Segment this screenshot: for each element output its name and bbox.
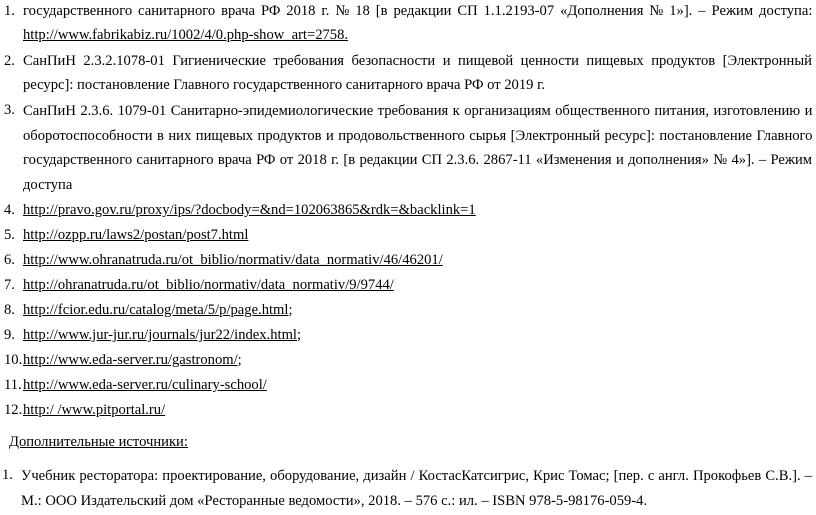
- reference-line: ресурс]: постановление Главного государственного санитарного врача РФ от 2019 г.: [23, 77, 546, 93]
- reference-number: 2.: [4, 53, 15, 69]
- reference-suffix: ;: [237, 352, 242, 368]
- reference-text: [23, 50, 812, 96]
- reference-link[interactable]: http:/ /www.pitportal.ru/: [23, 402, 166, 418]
- reference-link[interactable]: http://www.jur-jur.ru/journals/jur22/index.html: [23, 327, 297, 343]
- reference-suffix: ;: [297, 327, 302, 343]
- reference-link[interactable]: http://ohranatruda.ru/ot_biblio/normativ/data_normativ/9/9744/: [23, 277, 394, 293]
- reference-suffix: ;: [288, 302, 293, 318]
- reference-link[interactable]: http://fcior.edu.ru/catalog/meta/5/p/page.html: [23, 302, 289, 318]
- reference-line: СанПиН 2.3.6. 1079-01 Санитарно-эпидемиологические требования к организациям общественного питания, изготовлению и: [23, 103, 813, 119]
- additional-line: Учебник ресторатора: проектирование, оборудование, дизайн / КостасКатсигрис, Крис Томас; [пер. с англ. Прокофьев С.В.]. –: [21, 468, 812, 484]
- reference-link[interactable]: http://www.eda-server.ru/gastronom/: [23, 352, 238, 368]
- additional-number: 1.: [2, 467, 13, 483]
- reference-number: 7.: [4, 277, 15, 293]
- reference-number: 10.: [4, 352, 23, 368]
- reference-number: 8.: [4, 302, 15, 318]
- reference-line: доступа: [23, 176, 73, 193]
- reference-line: оборотоспособности в них пищевых продуктов и продовольственного сырья [Электронный ресурс]: постановление Главного: [23, 127, 813, 144]
- reference-text: [23, 99, 812, 197]
- reference-line: государственного санитарного врача РФ 2018 г. № 18 [в редакции СП 1.1.2193-07 «Дополнения № 1»]. – Режим доступа:: [23, 3, 813, 19]
- additional-text: [21, 464, 812, 513]
- reference-number: 12.: [4, 402, 23, 418]
- reference-line: СанПиН 2.3.2.1078-01 Гигиенические требования безопасности и пищевой ценности пищевых продуктов [Электронный: [23, 53, 812, 69]
- reference-number: 4.: [4, 202, 15, 218]
- reference-number: 5.: [4, 227, 15, 243]
- reference-link[interactable]: http://www.ohranatruda.ru/ot_biblio/normativ/data_normativ/46/46201/: [23, 252, 443, 268]
- reference-link[interactable]: http://www.fabrikabiz.ru/1002/4/0.php-show_art=2758.: [23, 27, 349, 43]
- reference-number: 9.: [4, 327, 15, 343]
- additional-line: М.: ООО Издательский дом «Ресторанные ведомости», 2018. – 576 с.: ил. – ISBN 978-5-98176-059-4.: [21, 492, 648, 509]
- reference-number: 6.: [4, 252, 15, 268]
- reference-number: 3.: [4, 102, 15, 118]
- reference-link[interactable]: http://ozpp.ru/laws2/postan/post7.html: [23, 227, 249, 243]
- reference-line: государственного санитарного врача РФ от 2018 г. [в редакции СП 2.3.6. 2867-11 «Изменения и дополнения» № 4»]. – Режим: [23, 152, 813, 168]
- reference-number: 11.: [4, 377, 22, 393]
- reference-link[interactable]: http://www.eda-server.ru/culinary-school/: [23, 377, 267, 393]
- additional-sources-heading: Дополнительные источники:: [9, 434, 188, 450]
- reference-number: 1.: [4, 3, 15, 19]
- reference-text: [23, 0, 812, 44]
- reference-link[interactable]: http://pravo.gov.ru/proxy/ips/?docbody=&nd=102063865&rdk=&backlink=1: [23, 202, 476, 218]
